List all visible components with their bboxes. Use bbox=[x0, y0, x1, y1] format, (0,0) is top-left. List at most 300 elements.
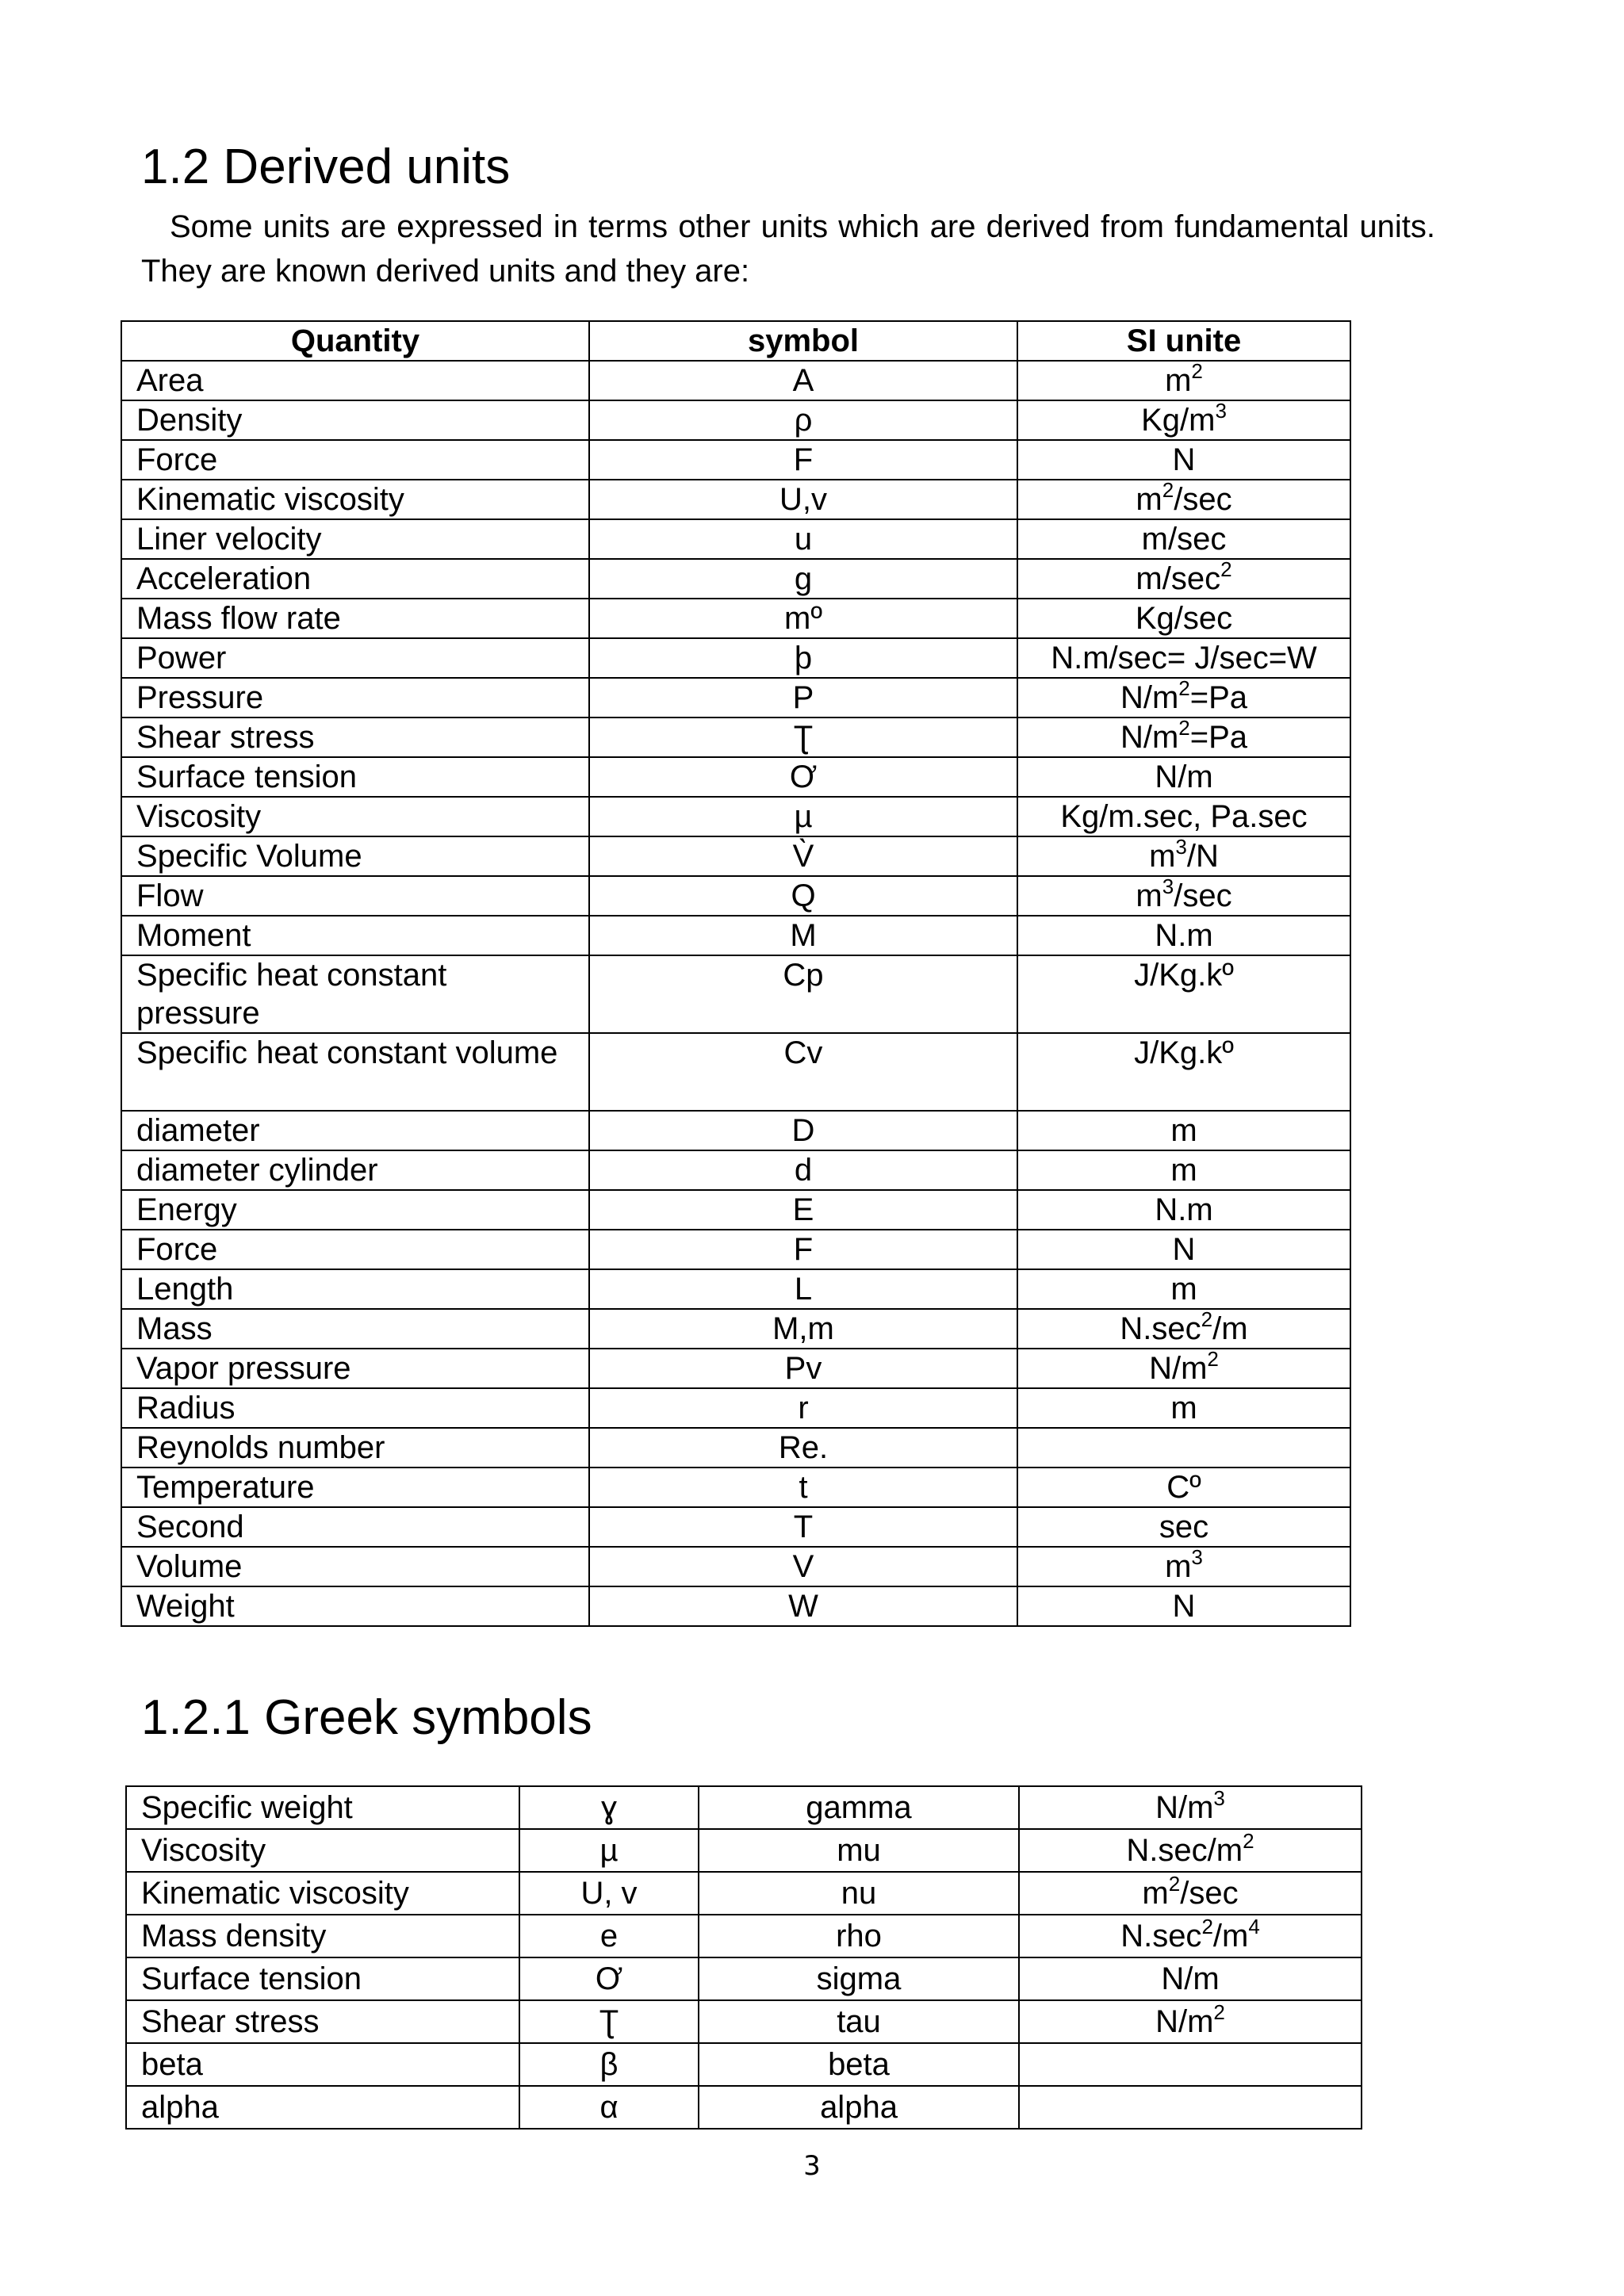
unit-cell bbox=[1017, 876, 1350, 916]
unit-text: m bbox=[1136, 482, 1162, 517]
unit-cell bbox=[1017, 1468, 1350, 1507]
unit-exponent: 3 bbox=[1175, 835, 1187, 859]
unit-text: sec bbox=[1159, 1510, 1209, 1544]
table-row bbox=[121, 1468, 1350, 1507]
symbol-text: Ơ bbox=[789, 760, 818, 794]
symbol-cell bbox=[589, 876, 1017, 916]
symbol-cell bbox=[589, 797, 1017, 836]
table-row bbox=[121, 400, 1350, 440]
unit-suffix: /sec bbox=[1174, 878, 1232, 913]
symbol-text: µ bbox=[599, 1833, 619, 1868]
symbol-text: M,m bbox=[772, 1311, 834, 1346]
symbol-text: β bbox=[599, 2047, 619, 2082]
unit-text: m/sec bbox=[1141, 522, 1227, 557]
symbol-cell bbox=[589, 440, 1017, 480]
symbol-cell bbox=[589, 480, 1017, 519]
table-row bbox=[121, 916, 1350, 955]
symbol-cell bbox=[589, 1468, 1017, 1507]
symbol-text: t bbox=[799, 1470, 808, 1505]
quantity-cell bbox=[121, 916, 589, 955]
symbol-text: P bbox=[792, 680, 814, 715]
unit-exponent: 3 bbox=[1162, 874, 1174, 898]
quantity-cell bbox=[121, 1033, 589, 1111]
quantity-cell bbox=[121, 599, 589, 638]
symbol-text: M bbox=[790, 918, 817, 953]
symbol-cell bbox=[589, 678, 1017, 718]
unit-exponent: 2 bbox=[1178, 676, 1190, 700]
unit-exponent: 2 bbox=[1191, 359, 1203, 383]
symbol-cell bbox=[589, 916, 1017, 955]
unit-cell bbox=[1017, 1150, 1350, 1190]
greek-name-text: alpha bbox=[820, 2090, 898, 2125]
quantity-cell bbox=[126, 2000, 519, 2043]
symbol-text: L bbox=[794, 1272, 813, 1307]
unit-text: N/m bbox=[1161, 1961, 1220, 1996]
unit-cell bbox=[1017, 1349, 1350, 1388]
quantity-cell bbox=[121, 1349, 589, 1388]
unit-cell bbox=[1017, 1586, 1350, 1626]
unit-exponent: 2 bbox=[1178, 716, 1190, 740]
unit-cell bbox=[1017, 678, 1350, 718]
unit-text: m bbox=[1165, 1549, 1192, 1584]
unit-text: m bbox=[1170, 1153, 1197, 1188]
quantity-cell bbox=[121, 361, 589, 400]
header-si-unit: SI unite bbox=[1017, 321, 1350, 361]
unit-cell bbox=[1017, 1309, 1350, 1349]
table-row bbox=[121, 440, 1350, 480]
unit-text: Kg/m.sec, Pa.sec bbox=[1060, 799, 1308, 834]
quantity-text: Mass bbox=[136, 1311, 213, 1346]
unit-text: N bbox=[1172, 442, 1196, 477]
quantity-text: diameter bbox=[136, 1113, 260, 1148]
unit-cell bbox=[1017, 1388, 1350, 1428]
symbol-cell bbox=[519, 1957, 699, 2000]
symbol-cell bbox=[589, 1230, 1017, 1269]
symbol-cell bbox=[519, 1829, 699, 1872]
symbol-cell bbox=[519, 1786, 699, 1829]
unit-text: m/sec bbox=[1136, 561, 1221, 596]
symbol-text: ɣ bbox=[600, 1790, 618, 1825]
unit-text: N/m bbox=[1120, 680, 1179, 715]
symbol-cell bbox=[589, 836, 1017, 876]
symbol-cell bbox=[589, 400, 1017, 440]
unit-cell bbox=[1017, 440, 1350, 480]
quantity-text: Mass flow rate bbox=[136, 601, 341, 636]
intro-paragraph: Some units are expressed in terms other units which are derived from fundamental units. They are known derived units and they are: bbox=[141, 209, 1435, 289]
symbol-text: Ʈ bbox=[599, 2004, 619, 2039]
quantity-cell bbox=[121, 1309, 589, 1349]
unit-cell bbox=[1017, 519, 1350, 559]
table-row bbox=[121, 559, 1350, 599]
quantity-text: Density bbox=[136, 403, 243, 438]
unit-cell bbox=[1017, 361, 1350, 400]
unit-suffix: /N bbox=[1186, 839, 1219, 874]
quantity-text: Power bbox=[136, 641, 227, 675]
symbol-text: Cp bbox=[783, 958, 824, 993]
quantity-text: Specific heat constant pressure bbox=[136, 958, 447, 1031]
unit-cell bbox=[1017, 718, 1350, 757]
table-row bbox=[121, 599, 1350, 638]
symbol-text: g bbox=[794, 561, 813, 596]
symbol-text: Cv bbox=[783, 1035, 823, 1070]
unit-cell bbox=[1017, 757, 1350, 797]
symbol-cell bbox=[589, 1150, 1017, 1190]
table-row bbox=[121, 1150, 1350, 1190]
unit-text: J/Kg.kº bbox=[1134, 958, 1234, 993]
symbol-text: u bbox=[794, 522, 813, 557]
quantity-cell bbox=[121, 1586, 589, 1626]
quantity-text: beta bbox=[141, 2047, 203, 2082]
unit-cell bbox=[1017, 400, 1350, 440]
quantity-cell bbox=[121, 955, 589, 1033]
quantity-cell bbox=[126, 1829, 519, 1872]
unit-cell bbox=[1017, 1269, 1350, 1309]
greek-name-cell bbox=[699, 2000, 1019, 2043]
symbol-text: U, v bbox=[580, 1876, 638, 1911]
unit-suffix: /sec bbox=[1174, 482, 1232, 517]
table-row bbox=[126, 1872, 1362, 1915]
symbol-cell bbox=[589, 1190, 1017, 1230]
table-row bbox=[121, 480, 1350, 519]
table-row bbox=[121, 1033, 1350, 1111]
quantity-text: Temperature bbox=[136, 1470, 315, 1505]
quantity-text: Specific heat constant volume bbox=[136, 1035, 558, 1070]
quantity-text: Viscosity bbox=[136, 799, 262, 834]
unit-cell bbox=[1017, 638, 1350, 678]
unit-cell bbox=[1019, 1829, 1362, 1872]
quantity-text: Weight bbox=[136, 1589, 235, 1624]
unit-text: N.sec/m bbox=[1126, 1833, 1243, 1868]
quantity-text: Moment bbox=[136, 918, 251, 953]
symbol-text: ρ bbox=[794, 403, 813, 438]
quantity-text: Shear stress bbox=[141, 2004, 320, 2039]
quantity-cell bbox=[121, 1111, 589, 1150]
symbol-text: F bbox=[793, 442, 814, 477]
quantity-cell bbox=[121, 559, 589, 599]
unit-cell bbox=[1017, 1190, 1350, 1230]
unit-text: N.sec bbox=[1120, 1311, 1201, 1346]
unit-text: m bbox=[1165, 363, 1192, 398]
symbol-cell bbox=[589, 519, 1017, 559]
unit-cell bbox=[1019, 1786, 1362, 1829]
table-header-row bbox=[121, 321, 1350, 361]
greek-name-text: gamma bbox=[806, 1790, 912, 1825]
symbol-text: A bbox=[792, 363, 814, 398]
quantity-cell bbox=[121, 757, 589, 797]
quantity-text: Kinematic viscosity bbox=[141, 1876, 409, 1911]
quantity-cell bbox=[121, 836, 589, 876]
table-row bbox=[121, 1190, 1350, 1230]
table-row bbox=[121, 1111, 1350, 1150]
quantity-text: Second bbox=[136, 1510, 244, 1544]
table-row bbox=[121, 757, 1350, 797]
symbol-cell bbox=[519, 1915, 699, 1957]
symbol-cell bbox=[519, 1872, 699, 1915]
derived-units-table bbox=[121, 320, 1351, 1627]
unit-exponent: 2 bbox=[1162, 478, 1174, 502]
symbol-text: Ʈ bbox=[793, 720, 814, 755]
symbol-cell bbox=[589, 1388, 1017, 1428]
greek-name-cell bbox=[699, 1872, 1019, 1915]
unit-cell bbox=[1017, 955, 1350, 1033]
quantity-cell bbox=[121, 1428, 589, 1468]
table-row bbox=[126, 2043, 1362, 2086]
table-row bbox=[121, 1586, 1350, 1626]
symbol-text: µ bbox=[794, 799, 813, 834]
unit-text: Cº bbox=[1166, 1470, 1201, 1505]
unit-text: N.m/sec= J/sec=W bbox=[1051, 641, 1317, 675]
greek-name-cell bbox=[699, 1829, 1019, 1872]
quantity-text: Force bbox=[136, 442, 218, 477]
quantity-text: Force bbox=[136, 1232, 218, 1267]
greek-section-title: 1.2.1 Greek symbols bbox=[141, 1690, 592, 1745]
symbol-cell bbox=[589, 1269, 1017, 1309]
table-row bbox=[121, 1230, 1350, 1269]
table-row bbox=[121, 876, 1350, 916]
symbol-cell bbox=[589, 1586, 1017, 1626]
quantity-text: Area bbox=[136, 363, 204, 398]
quantity-text: Reynolds number bbox=[136, 1430, 385, 1465]
page-number: 3 bbox=[803, 2150, 821, 2182]
greek-name-cell bbox=[699, 1957, 1019, 2000]
section-title: 1.2 Derived units bbox=[141, 140, 511, 194]
unit-text: N.m bbox=[1155, 918, 1213, 953]
quantity-cell bbox=[121, 718, 589, 757]
header-symbol: symbol bbox=[589, 321, 1017, 361]
quantity-cell bbox=[121, 1269, 589, 1309]
symbol-text: mº bbox=[784, 601, 822, 636]
symbol-text: Re. bbox=[778, 1430, 829, 1465]
unit-exponent: 3 bbox=[1215, 399, 1227, 423]
greek-name-text: tau bbox=[837, 2004, 881, 2039]
quantity-cell bbox=[121, 678, 589, 718]
symbol-text: F bbox=[793, 1232, 814, 1267]
symbol-cell bbox=[519, 2043, 699, 2086]
unit-exponent: 3 bbox=[1213, 1786, 1225, 1810]
unit-cell bbox=[1019, 2043, 1362, 2086]
table-row bbox=[121, 1269, 1350, 1309]
symbol-cell bbox=[589, 361, 1017, 400]
quantity-text: Flow bbox=[136, 878, 204, 913]
symbol-text: Q bbox=[791, 878, 816, 913]
quantity-cell bbox=[121, 519, 589, 559]
quantity-text: alpha bbox=[141, 2090, 219, 2125]
quantity-cell bbox=[121, 638, 589, 678]
quantity-cell bbox=[126, 2043, 519, 2086]
table-row bbox=[121, 718, 1350, 757]
symbol-cell bbox=[589, 1547, 1017, 1586]
unit-text: N/m bbox=[1155, 2004, 1214, 2039]
unit-text: m bbox=[1170, 1272, 1197, 1307]
table-row bbox=[126, 2000, 1362, 2043]
symbol-cell bbox=[589, 1033, 1017, 1111]
symbol-text: E bbox=[792, 1192, 814, 1227]
symbol-cell bbox=[519, 2086, 699, 2129]
symbol-cell bbox=[589, 757, 1017, 797]
quantity-text: Specific weight bbox=[141, 1790, 353, 1825]
table-row bbox=[121, 1547, 1350, 1586]
quantity-text: Viscosity bbox=[141, 1833, 266, 1868]
unit-text: m bbox=[1136, 878, 1162, 913]
unit-cell bbox=[1017, 599, 1350, 638]
table-row bbox=[121, 836, 1350, 876]
unit-cell bbox=[1017, 1507, 1350, 1547]
unit-text: m bbox=[1149, 839, 1176, 874]
table-row bbox=[126, 2086, 1362, 2129]
quantity-cell bbox=[126, 1915, 519, 1957]
unit-text: J/Kg.kº bbox=[1134, 1035, 1234, 1070]
symbol-text: D bbox=[791, 1113, 815, 1148]
unit-text: m bbox=[1142, 1876, 1169, 1911]
unit-exponent: 2 bbox=[1168, 1872, 1181, 1896]
quantity-cell bbox=[121, 797, 589, 836]
unit-exponent: 2 bbox=[1213, 2000, 1225, 2024]
greek-name-text: mu bbox=[837, 1833, 881, 1868]
quantity-cell bbox=[121, 1190, 589, 1230]
unit-cell bbox=[1019, 1957, 1362, 2000]
symbol-cell bbox=[589, 1428, 1017, 1468]
symbol-cell bbox=[589, 1111, 1017, 1150]
symbol-text: V bbox=[792, 1549, 814, 1584]
symbol-text: Ơ bbox=[595, 1961, 623, 1996]
symbol-cell bbox=[589, 1507, 1017, 1547]
quantity-text: Liner velocity bbox=[136, 522, 322, 557]
symbol-cell bbox=[589, 1349, 1017, 1388]
quantity-cell bbox=[121, 1507, 589, 1547]
table-row bbox=[126, 1829, 1362, 1872]
greek-name-cell bbox=[699, 1786, 1019, 1829]
unit-exponent: 2 bbox=[1220, 557, 1232, 581]
table-row bbox=[121, 678, 1350, 718]
quantity-cell bbox=[121, 876, 589, 916]
symbol-text: Pv bbox=[784, 1351, 822, 1386]
table-row bbox=[121, 638, 1350, 678]
symbol-cell bbox=[519, 2000, 699, 2043]
table-row bbox=[121, 1388, 1350, 1428]
unit-suffix: /sec bbox=[1180, 1876, 1239, 1911]
table-row bbox=[121, 955, 1350, 1033]
quantity-text: Length bbox=[136, 1272, 234, 1307]
unit-text: Kg/sec bbox=[1135, 601, 1233, 636]
table-row bbox=[121, 1309, 1350, 1349]
table-row bbox=[121, 797, 1350, 836]
quantity-cell bbox=[126, 1957, 519, 2000]
symbol-text: r bbox=[798, 1391, 809, 1425]
unit-cell bbox=[1017, 797, 1350, 836]
table-row bbox=[121, 519, 1350, 559]
greek-name-text: sigma bbox=[816, 1961, 902, 1996]
quantity-cell bbox=[121, 1468, 589, 1507]
unit-cell bbox=[1017, 1230, 1350, 1269]
unit-exponent: 2 bbox=[1207, 1347, 1219, 1371]
unit-suffix: =Pa bbox=[1189, 680, 1248, 715]
symbol-cell bbox=[589, 955, 1017, 1033]
symbol-text: e bbox=[599, 1919, 619, 1954]
unit-exponent: 2 bbox=[1243, 1829, 1254, 1853]
table-row bbox=[126, 1915, 1362, 1957]
quantity-text: diameter cylinder bbox=[136, 1153, 378, 1188]
quantity-cell bbox=[121, 1230, 589, 1269]
unit-exponent-2: 4 bbox=[1248, 1915, 1260, 1938]
greek-name-text: rho bbox=[836, 1919, 882, 1954]
unit-exponent: 3 bbox=[1191, 1545, 1203, 1569]
unit-exponent: 2 bbox=[1201, 1307, 1213, 1331]
table-row bbox=[126, 1957, 1362, 2000]
quantity-text: Acceleration bbox=[136, 561, 312, 596]
symbol-text: V̀ bbox=[792, 839, 814, 874]
unit-suffix: =Pa bbox=[1189, 720, 1248, 755]
quantity-text: Surface tension bbox=[141, 1961, 362, 1996]
quantity-cell bbox=[121, 1388, 589, 1428]
unit-text: Kg/m bbox=[1141, 403, 1216, 438]
unit-cell bbox=[1019, 2000, 1362, 2043]
unit-text: N/m bbox=[1155, 1790, 1214, 1825]
quantity-text: Volume bbox=[136, 1549, 243, 1584]
quantity-cell bbox=[126, 1872, 519, 1915]
unit-text: N.sec bbox=[1120, 1919, 1202, 1954]
quantity-text: Kinematic viscosity bbox=[136, 482, 404, 517]
quantity-text: Surface tension bbox=[136, 760, 357, 794]
table-row bbox=[126, 1786, 1362, 1829]
symbol-cell bbox=[589, 599, 1017, 638]
unit-cell bbox=[1017, 1428, 1350, 1468]
quantity-text: Specific Volume bbox=[136, 839, 362, 874]
unit-suffix: /m bbox=[1212, 1919, 1249, 1954]
quantity-text: Radius bbox=[136, 1391, 236, 1425]
greek-symbols-table bbox=[125, 1785, 1362, 2130]
unit-cell bbox=[1019, 1915, 1362, 1957]
greek-name-cell bbox=[699, 1915, 1019, 1957]
greek-name-text: beta bbox=[828, 2047, 890, 2082]
symbol-cell bbox=[589, 638, 1017, 678]
quantity-text: Pressure bbox=[136, 680, 264, 715]
unit-text: N/m bbox=[1155, 760, 1213, 794]
quantity-text: Shear stress bbox=[136, 720, 315, 755]
greek-name-text: nu bbox=[841, 1876, 877, 1911]
quantity-cell bbox=[121, 1547, 589, 1586]
unit-cell bbox=[1017, 480, 1350, 519]
unit-cell bbox=[1017, 1547, 1350, 1586]
unit-exponent: 2 bbox=[1201, 1915, 1213, 1938]
quantity-cell bbox=[126, 1786, 519, 1829]
unit-suffix: /m bbox=[1212, 1311, 1248, 1346]
symbol-text: d bbox=[794, 1153, 813, 1188]
symbol-cell bbox=[589, 718, 1017, 757]
unit-cell bbox=[1017, 559, 1350, 599]
symbol-cell bbox=[589, 559, 1017, 599]
unit-text: N/m bbox=[1120, 720, 1179, 755]
symbol-text: U,v bbox=[779, 482, 827, 517]
greek-name-cell bbox=[699, 2086, 1019, 2129]
quantity-cell bbox=[126, 2086, 519, 2129]
unit-text: N bbox=[1172, 1589, 1196, 1624]
table-row bbox=[121, 361, 1350, 400]
quantity-cell bbox=[121, 1150, 589, 1190]
symbol-text: þ bbox=[794, 641, 813, 675]
quantity-cell bbox=[121, 480, 589, 519]
header-quantity: Quantity bbox=[121, 321, 589, 361]
unit-text: N bbox=[1172, 1232, 1196, 1267]
unit-text: N/m bbox=[1149, 1351, 1208, 1386]
table-row bbox=[121, 1507, 1350, 1547]
unit-text: m bbox=[1170, 1391, 1197, 1425]
unit-cell bbox=[1017, 1033, 1350, 1111]
symbol-cell bbox=[589, 1309, 1017, 1349]
quantity-text: Vapor pressure bbox=[136, 1351, 351, 1386]
quantity-cell bbox=[121, 400, 589, 440]
unit-cell bbox=[1019, 1872, 1362, 1915]
greek-name-cell bbox=[699, 2043, 1019, 2086]
